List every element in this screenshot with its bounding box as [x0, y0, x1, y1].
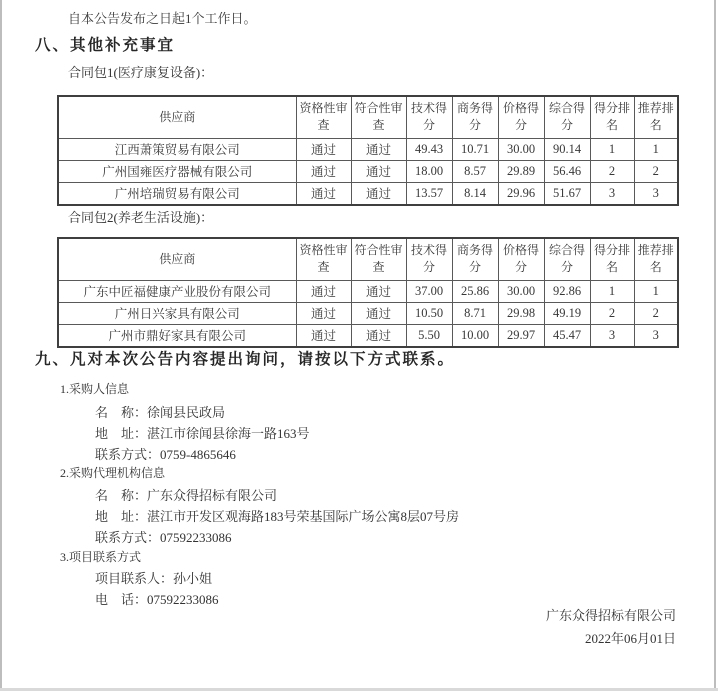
- project-contact-title: 3.项目联系方式: [60, 550, 142, 564]
- cell-score-rank: 1: [590, 138, 634, 160]
- cell-qualification: 通过: [296, 324, 351, 347]
- cell-business-score: 10.71: [452, 138, 498, 160]
- table-row: [58, 160, 678, 182]
- section-8-heading: 八、其他补充事宜: [35, 37, 176, 54]
- table-row: [58, 280, 678, 302]
- cell-business-score: 25.86: [452, 280, 498, 302]
- cell-qualification: 通过: [296, 182, 351, 205]
- cell-qualification: 通过: [296, 138, 351, 160]
- col-header-conformity-review: 符合性审查: [351, 238, 406, 280]
- cell-score-rank: 1: [590, 280, 634, 302]
- col-header-total-score: 综合得分: [544, 96, 590, 138]
- col-header-business-score: 商务得分: [452, 96, 498, 138]
- table-row: [58, 302, 678, 324]
- col-header-price-score: 价格得分: [498, 96, 544, 138]
- cell-business-score: 10.00: [452, 324, 498, 347]
- cell-score-rank: 2: [590, 302, 634, 324]
- col-header-technical-score: 技术得分: [406, 238, 452, 280]
- cell-technical-score: 10.50: [406, 302, 452, 324]
- cell-recommend-rank: 3: [634, 182, 678, 205]
- cell-price-score: 30.00: [498, 280, 544, 302]
- cell-conformity: 通过: [351, 160, 406, 182]
- cell-conformity: 通过: [351, 182, 406, 205]
- cell-supplier: 江西萧策贸易有限公司: [58, 138, 296, 160]
- cell-recommend-rank: 2: [634, 302, 678, 324]
- cell-price-score: 29.89: [498, 160, 544, 182]
- page-right-edge-scrollbar-track[interactable]: [714, 0, 716, 691]
- table-row: [58, 138, 678, 160]
- agency-info-title: 2.采购代理机构信息: [60, 466, 166, 480]
- package-2-label: 合同包2(养老生活设施)：: [68, 210, 214, 225]
- intro-line: 自本公告发布之日起1个工作日。: [68, 11, 257, 26]
- package-1-label: 合同包1(医疗康复设备)：: [68, 65, 214, 80]
- agency-address-line: 地 址：湛江市开发区观海路183号荣基国际广场公寓8层07号房: [95, 509, 460, 524]
- cell-supplier: 广东中匠福健康产业股份有限公司: [58, 280, 296, 302]
- cell-technical-score: 37.00: [406, 280, 452, 302]
- col-header-qualification-review: 资格性审查: [296, 96, 351, 138]
- cell-business-score: 8.14: [452, 182, 498, 205]
- agency-contact-line: 联系方式：07592233086: [95, 530, 232, 545]
- col-header-supplier: 供应商: [58, 96, 296, 138]
- signature-organization: 广东众得招标有限公司: [545, 608, 676, 623]
- purchaser-name-line: 名 称：徐闻县民政局: [95, 405, 226, 420]
- cell-score-rank: 3: [590, 324, 634, 347]
- cell-conformity: 通过: [351, 324, 406, 347]
- cell-technical-score: 49.43: [406, 138, 452, 160]
- cell-total-score: 92.86: [544, 280, 590, 302]
- signature-date: 2022年06月01日: [584, 631, 676, 646]
- cell-technical-score: 13.57: [406, 182, 452, 205]
- cell-price-score: 29.97: [498, 324, 544, 347]
- purchaser-info-title: 1.采购人信息: [60, 382, 130, 396]
- col-header-qualification-review: 资格性审查: [296, 238, 351, 280]
- purchaser-address-line: 地 址：湛江市徐闻县徐海一路163号: [95, 426, 310, 441]
- cell-price-score: 30.00: [498, 138, 544, 160]
- cell-total-score: 45.47: [544, 324, 590, 347]
- col-header-score-rank: 得分排名: [590, 96, 634, 138]
- agency-name-line: 名 称：广东众得招标有限公司: [95, 488, 278, 503]
- cell-recommend-rank: 1: [634, 280, 678, 302]
- table-row: [58, 324, 678, 347]
- cell-supplier: 广州培瑞贸易有限公司: [58, 182, 296, 205]
- cell-recommend-rank: 3: [634, 324, 678, 347]
- cell-total-score: 90.14: [544, 138, 590, 160]
- package-2-score-table: [57, 237, 679, 348]
- col-header-supplier: 供应商: [58, 238, 296, 280]
- table-header-row: [58, 96, 678, 138]
- col-header-recommend-rank: 推荐排名: [634, 96, 678, 138]
- table-row: [58, 182, 678, 205]
- table-header-row: [58, 238, 678, 280]
- col-header-score-rank: 得分排名: [590, 238, 634, 280]
- cell-score-rank: 3: [590, 182, 634, 205]
- col-header-price-score: 价格得分: [498, 238, 544, 280]
- col-header-technical-score: 技术得分: [406, 96, 452, 138]
- cell-supplier: 广州日兴家具有限公司: [58, 302, 296, 324]
- package-1-score-table: [57, 95, 679, 206]
- cell-conformity: 通过: [351, 138, 406, 160]
- col-header-conformity-review: 符合性审查: [351, 96, 406, 138]
- cell-supplier: 广州国雍医疗器械有限公司: [58, 160, 296, 182]
- cell-recommend-rank: 1: [634, 138, 678, 160]
- cell-business-score: 8.57: [452, 160, 498, 182]
- cell-total-score: 51.67: [544, 182, 590, 205]
- section-9-heading: 九、凡对本次公告内容提出询问，请按以下方式联系。: [35, 351, 456, 368]
- purchaser-contact-line: 联系方式：0759-4865646: [95, 447, 236, 462]
- cell-conformity: 通过: [351, 280, 406, 302]
- col-header-total-score: 综合得分: [544, 238, 590, 280]
- col-header-business-score: 商务得分: [452, 238, 498, 280]
- cell-conformity: 通过: [351, 302, 406, 324]
- cell-qualification: 通过: [296, 280, 351, 302]
- cell-total-score: 49.19: [544, 302, 590, 324]
- cell-total-score: 56.46: [544, 160, 590, 182]
- cell-recommend-rank: 2: [634, 160, 678, 182]
- cell-supplier: 广州市鼎好家具有限公司: [58, 324, 296, 347]
- cell-technical-score: 5.50: [406, 324, 452, 347]
- project-contact-person-line: 项目联系人：孙小姐: [95, 571, 213, 586]
- project-phone-line: 电 话：07592233086: [95, 592, 219, 607]
- col-header-recommend-rank: 推荐排名: [634, 238, 678, 280]
- cell-business-score: 8.71: [452, 302, 498, 324]
- cell-price-score: 29.96: [498, 182, 544, 205]
- cell-qualification: 通过: [296, 160, 351, 182]
- cell-qualification: 通过: [296, 302, 351, 324]
- page-left-edge: [0, 0, 2, 691]
- cell-technical-score: 18.00: [406, 160, 452, 182]
- cell-score-rank: 2: [590, 160, 634, 182]
- cell-price-score: 29.98: [498, 302, 544, 324]
